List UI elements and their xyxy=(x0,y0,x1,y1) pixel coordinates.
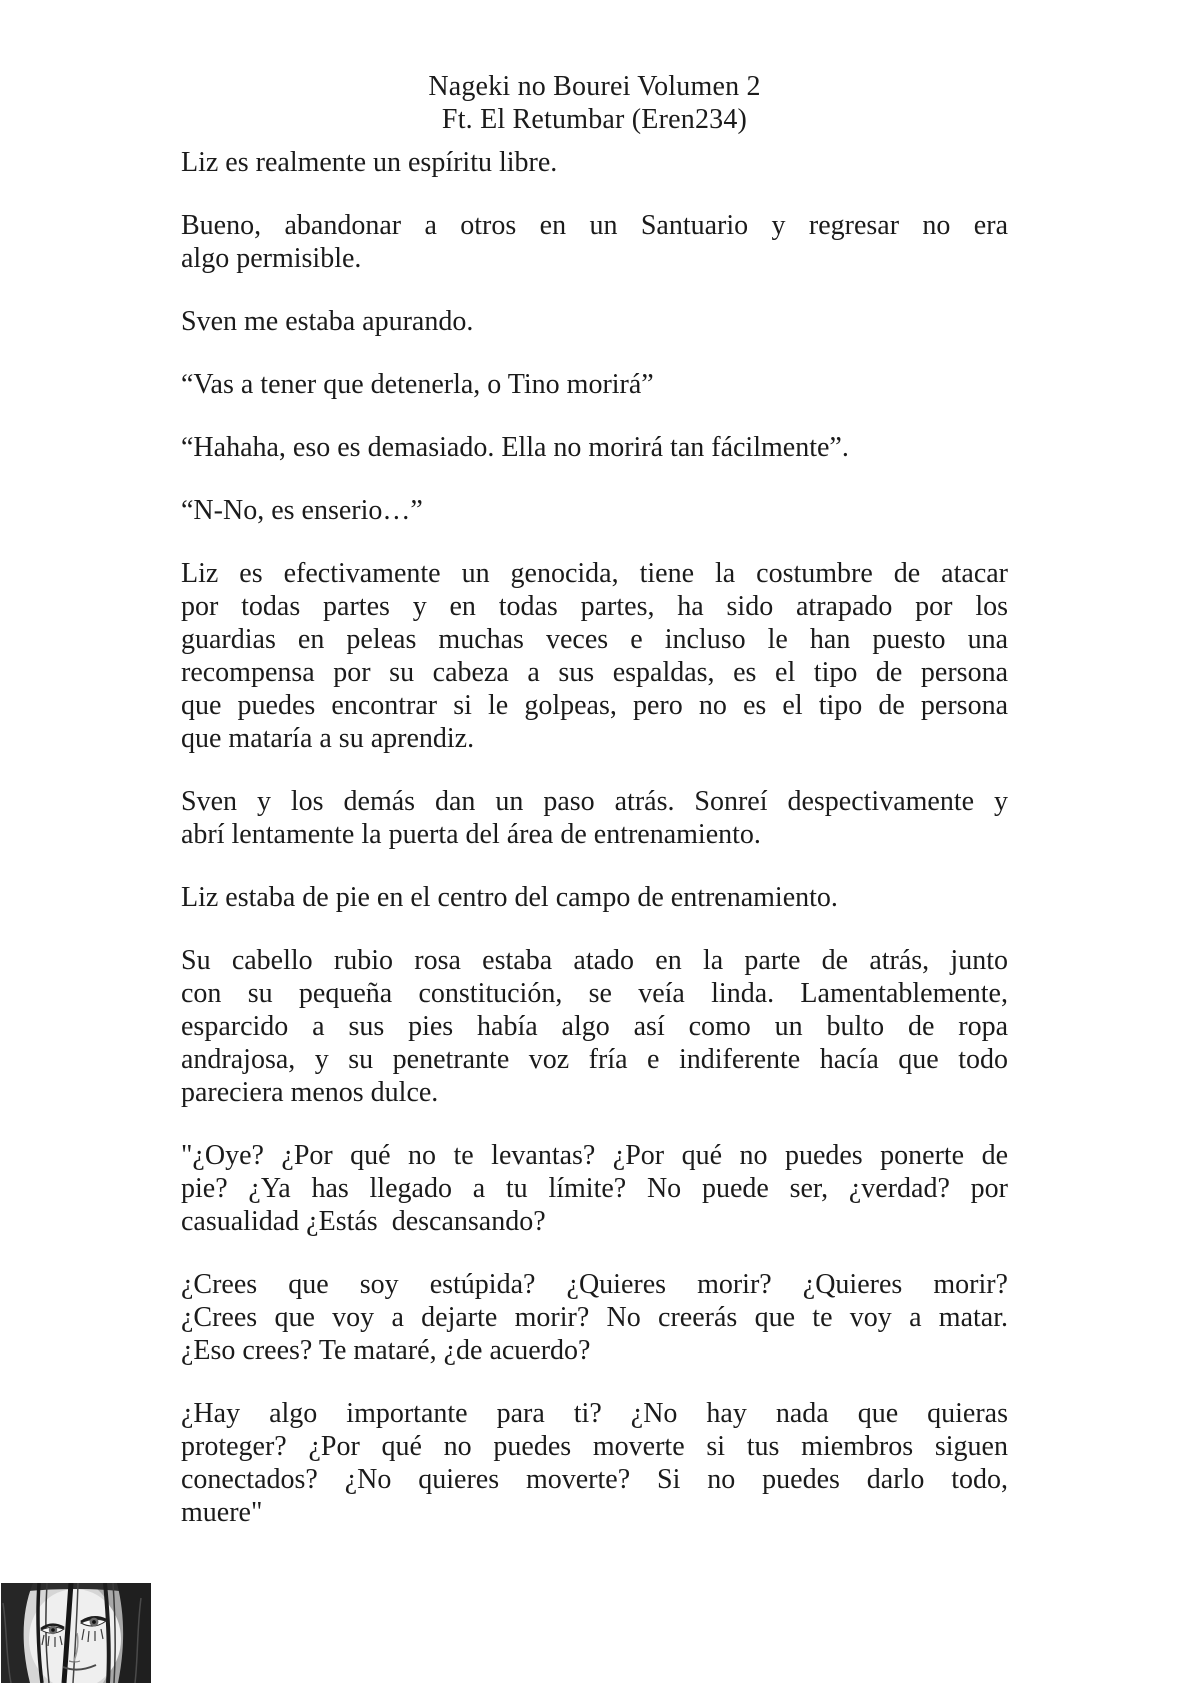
paragraph xyxy=(181,368,1008,401)
text-line: Liz es realmente un espíritu libre. xyxy=(181,147,558,178)
text-line: ¿Crees que voy a dejarte morir? No creerás que te voy a matar. xyxy=(181,1302,1008,1333)
text-line: proteger? ¿Por qué no puedes moverte si tus miembros siguen xyxy=(181,1431,1008,1462)
text-line: "¿Oye? ¿Por qué no te levantas? ¿Por qué no puedes ponerte de xyxy=(181,1140,1008,1171)
text-line: ¿Crees que soy estúpida? ¿Quieres morir? ¿Quieres morir? xyxy=(181,1269,1008,1300)
document-title xyxy=(181,70,1008,136)
text-line: con su pequeña constitución, se veía linda. Lamentablemente, xyxy=(181,978,1008,1009)
text-line: Liz es efectivamente un genocida, tiene la costumbre de atacar xyxy=(181,558,1008,589)
text-line: “Vas a tener que detenerla, o Tino morirá” xyxy=(181,369,654,400)
title-line-1: Nageki no Bourei Volumen 2 xyxy=(428,71,761,102)
text-line: Su cabello rubio rosa estaba atado en la parte de atrás, junto xyxy=(181,945,1008,976)
paragraph xyxy=(181,557,1008,755)
paragraph xyxy=(181,209,1008,275)
paragraph xyxy=(181,785,1008,851)
document-content xyxy=(181,70,1008,1559)
paragraph xyxy=(181,431,1008,464)
text-line: esparcido a sus pies había algo así como un bulto de ropa xyxy=(181,1011,1008,1042)
paragraph xyxy=(181,1139,1008,1238)
text-line: casualidad ¿Estás descansando? xyxy=(181,1206,546,1237)
text-line: que puedes encontrar si le golpeas, pero no es el tipo de persona xyxy=(181,690,1008,721)
text-line: muere" xyxy=(181,1497,263,1528)
manga-face-illustration xyxy=(1,1583,151,1683)
manga-face-drawing xyxy=(1,1583,151,1683)
paragraph xyxy=(181,146,1008,179)
text-line: Sven y los demás dan un paso atrás. Sonreí despectivamente y xyxy=(181,786,1008,817)
text-line: ¿Hay algo importante para ti? ¿No hay nada que quieras xyxy=(181,1398,1008,1429)
paragraph xyxy=(181,305,1008,338)
text-line: recompensa por su cabeza a sus espaldas, es el tipo de persona xyxy=(181,657,1008,688)
text-line: Liz estaba de pie en el centro del campo de entrenamiento. xyxy=(181,882,838,913)
document-body xyxy=(181,146,1008,1529)
text-line: abrí lentamente la puerta del área de entrenamiento. xyxy=(181,819,761,850)
paragraph xyxy=(181,944,1008,1109)
text-line: andrajosa, y su penetrante voz fría e indiferente hacía que todo xyxy=(181,1044,1008,1075)
text-line: que mataría a su aprendiz. xyxy=(181,723,475,754)
text-line: Bueno, abandonar a otros en un Santuario y regresar no era xyxy=(181,210,1008,241)
paragraph xyxy=(181,1268,1008,1367)
text-line: algo permisible. xyxy=(181,243,362,274)
text-line: pareciera menos dulce. xyxy=(181,1077,439,1108)
title-line-2: Ft. El Retumbar (Eren234) xyxy=(441,104,748,135)
text-line: ¿Eso crees? Te mataré, ¿de acuerdo? xyxy=(181,1335,591,1366)
text-line: conectados? ¿No quieres moverte? Si no puedes darlo todo, xyxy=(181,1464,1008,1495)
text-line: Sven me estaba apurando. xyxy=(181,306,474,337)
paragraph xyxy=(181,1397,1008,1529)
text-line: “Hahaha, eso es demasiado. Ella no morirá tan fácilmente”. xyxy=(181,432,849,463)
text-line: guardias en peleas muchas veces e incluso le han puesto una xyxy=(181,624,1008,655)
text-line: “N-No, es enserio…” xyxy=(181,495,423,526)
paragraph xyxy=(181,494,1008,527)
paragraph xyxy=(181,881,1008,914)
text-line: por todas partes y en todas partes, ha sido atrapado por los xyxy=(181,591,1008,622)
text-line: pie? ¿Ya has llegado a tu límite? No puede ser, ¿verdad? por xyxy=(181,1173,1008,1204)
